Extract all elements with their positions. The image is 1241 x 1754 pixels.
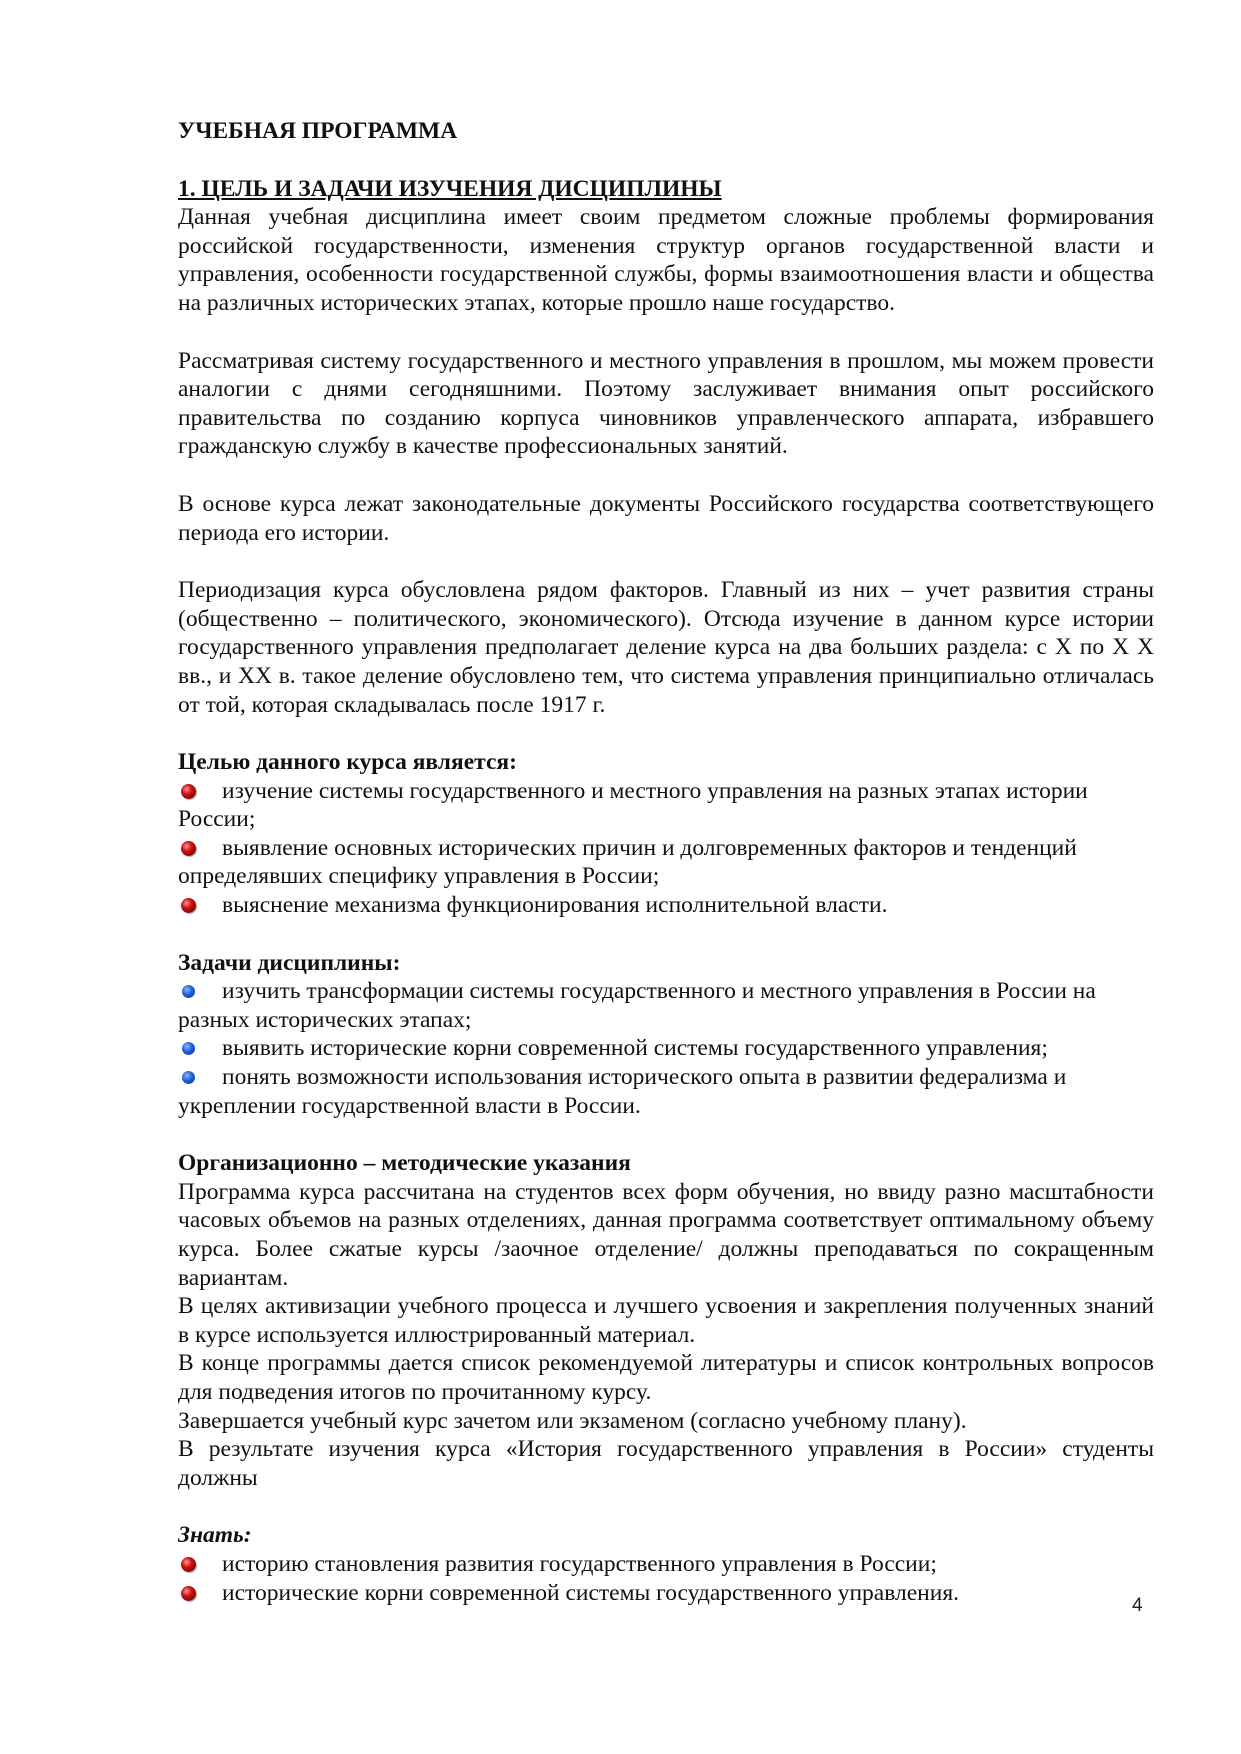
guidelines-paragraph-3: В конце программы дается список рекомендуемой литературы и список контрольных вопросов для подведения итогов по прочитанному курсу. [178, 1350, 1154, 1405]
list-item-text: историю становления развития государственного управления в России; [222, 1550, 937, 1577]
tasks-heading: Задачи дисциплины: [178, 949, 401, 976]
know-heading: Знать: [178, 1522, 252, 1549]
intro-paragraph-3: В основе курса лежат законодательные документы Российского государства соответствующего периода его истории. [178, 490, 1154, 546]
list-item-text: исторические корни современной системы государственного управления. [222, 1579, 960, 1606]
goals-heading: Целью данного курса является: [178, 749, 517, 776]
intro-paragraph-2: Рассматривая систему государственного и местного управления в прошлом, мы можем провести аналогии с днями сегодняшними. Поэтому заслуживает внимания опыт российского правительства по созданию корпуса чиновников управленческого аппарата, избравшего гражданскую службу в качестве профессиональных занятий. [178, 347, 1154, 460]
list-item [178, 1550, 1154, 1579]
list-item-text: изучить трансформации системы государственного и местного управления в России на разных исторических этапах; [178, 978, 1096, 1033]
red-bullet-icon [181, 898, 196, 913]
page-number: 4 [1132, 1595, 1143, 1616]
list-item-text: выяснение механизма функционирования исполнительной власти. [222, 892, 888, 919]
list-item-text: выявить исторические корни современной системы государственного управления; [222, 1035, 1048, 1062]
guidelines-paragraph-5: В результате изучения курса «История государственного управления в России» студенты должны [178, 1436, 1154, 1491]
blue-bullet-icon [182, 1042, 195, 1055]
document-title: УЧЕБНАЯ ПРОГРАММА [178, 118, 458, 144]
red-bullet-icon [181, 841, 196, 856]
intro-paragraph-1: Данная учебная дисциплина имеет своим предметом сложные проблемы формирования российской государственности, изменения структур органов государственной власти и управления, особенности государственной службы, формы взаимоотношения власти и общества на различных исторических этапах, которые прошло наше государство. [178, 204, 1154, 316]
guidelines-paragraph-1: Программа курса рассчитана на студентов всех форм обучения, но ввиду разно масштабности часовых объемов на разных отделениях, данная программа соответствует оптимальному объему курса. Более сжатые курсы /заочное отделение/ должны преподаваться по сокращенным вариантам. [178, 1178, 1154, 1291]
guidelines-heading: Организационно – методические указания [178, 1150, 631, 1177]
page-content [178, 117, 1154, 1607]
blue-bullet-icon [182, 985, 195, 998]
guidelines-paragraph-2: В целях активизации учебного процесса и лучшего усвоения и закрепления полученных знаний в курсе используется иллюстрированный материал. [178, 1293, 1154, 1348]
tasks-list [178, 977, 1154, 1120]
list-item-text: понять возможности использования исторического опыта в развитии федерализма и укреплении государственной власти в России. [178, 1064, 1067, 1119]
list-item [178, 1579, 1154, 1608]
list-item [178, 834, 1154, 891]
list-item-text: выявление основных исторических причин и долговременных факторов и тенденций определявших специфику управления в России; [178, 834, 1077, 890]
red-bullet-icon [181, 784, 196, 799]
guidelines-paragraph-4: Завершается учебный курс зачетом или экзаменом (согласно учебному плану). [178, 1407, 967, 1434]
list-item [178, 777, 1154, 834]
intro-paragraph-4: Периодизация курса обусловлена рядом факторов. Главный из них – учет развития страны (общественно – политического, экономического). Отсюда изучение в данном курсе истории государственного управления предполагает деление курса на два больших раздела: с Х по Х Х вв., и ХХ в. такое деление обусловлено тем, что система управления принципиально отличалась от той, которая складывалась после 1917 г. [178, 577, 1154, 718]
list-item [178, 1034, 1154, 1063]
list-item [178, 891, 1154, 920]
red-bullet-icon [181, 1557, 196, 1572]
know-list [178, 1550, 1154, 1607]
goals-list [178, 777, 1154, 920]
blue-bullet-icon [182, 1071, 195, 1084]
list-item-text: изучение системы государственного и местного управления на разных этапах истории России; [178, 777, 1088, 833]
list-item [178, 977, 1154, 1034]
section-title: 1. ЦЕЛЬ И ЗАДАЧИ ИЗУЧЕНИЯ ДИСЦИПЛИНЫ [178, 175, 722, 202]
red-bullet-icon [181, 1586, 196, 1601]
list-item [178, 1063, 1154, 1120]
